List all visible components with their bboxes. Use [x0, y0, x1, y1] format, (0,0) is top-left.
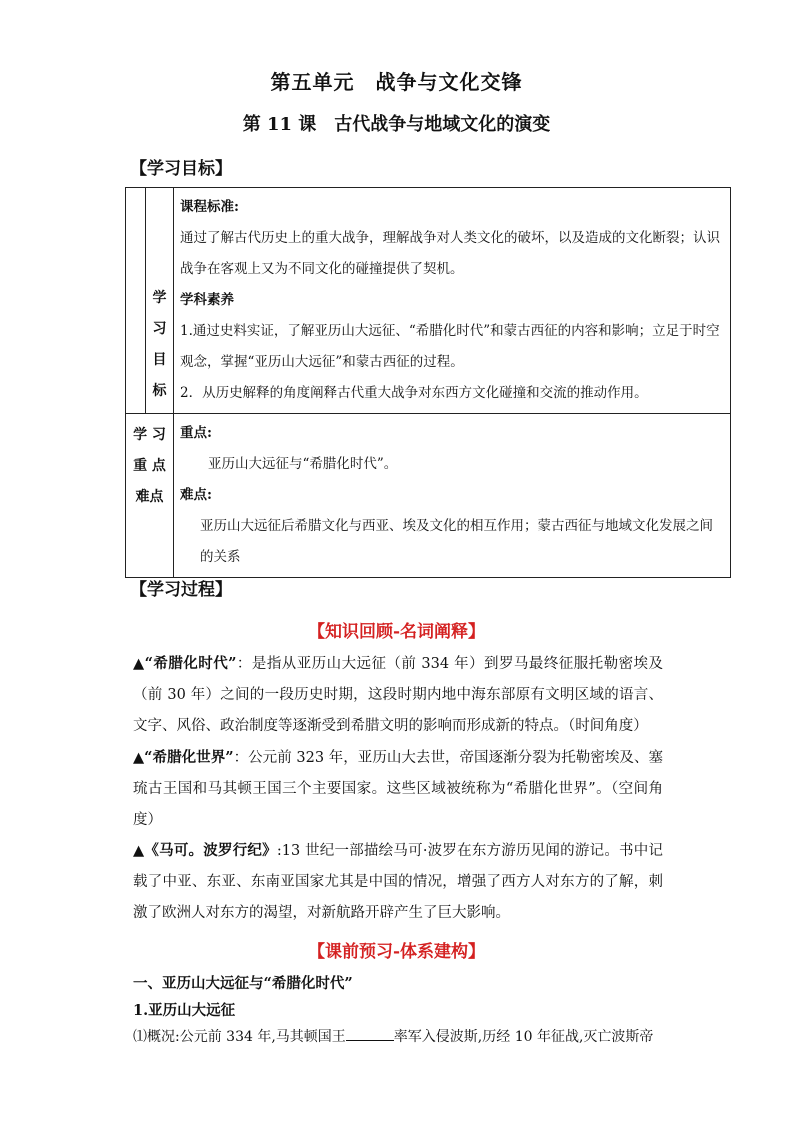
term-hellenistic-world: ▲“希腊化世界” [133, 749, 234, 766]
goals-row-label: 学 习 目标 [146, 188, 174, 414]
focus-row [126, 414, 731, 578]
text-hellenistic-age: ：是指从亚历山大远征（前 334 年）到罗马最终征服托勒密埃及（前 30 年）之间的一段历史时期，这段时期内地中海东部原有文明区域的语言、文字、风俗、政治制度等逐渐受到希腊文明的影响而形成新的特点。（时间角度） [133, 656, 663, 734]
goals-content-cell [174, 188, 731, 414]
fill-in-line-1 [133, 1026, 673, 1046]
blank-cell [126, 188, 146, 414]
difficulty-label: 难点: [180, 487, 212, 503]
focus-row-label: 学 习 重 点 难点 [126, 414, 174, 578]
part1-title: 一、亚历山大远征与“希腊化时代” [133, 975, 353, 992]
focus-content-cell [174, 414, 731, 578]
goals-table [125, 187, 731, 578]
curriculum-label: 课程标准: [180, 199, 239, 215]
line1-after: 率军入侵波斯,历经 10 年征战,灭亡波斯帝 [393, 1029, 654, 1045]
literacy-item-1: 1.通过史料实证，了解亚历山大远征、“希腊化时代”和蒙古西征的内容和影响；立足于时空观念，掌握“亚历山大远征”和蒙古西征的过程。 [180, 323, 720, 370]
text-marco-polo: :13 世纪一部描绘马可·波罗在东方游历见闻的游记。书中记载了中亚、东亚、东南亚国家尤其是中国的情况，增强了西方人对东方的了解，刺激了欧洲人对东方的渴望，对新航路开辟产生了巨大影响。 [133, 843, 663, 921]
text-hellenistic-world: ：公元前 323 年，亚历山大去世，帝国逐渐分裂为托勒密埃及、塞琉古王国和马其顿王国三个主要国家。这些区域被统称为“希腊化世界”。（空间角度） [133, 750, 663, 828]
goals-heading: 【学习目标】 [130, 159, 232, 179]
review-item-hellenistic-world [133, 742, 663, 836]
goals-row [126, 188, 731, 414]
review-item-hellenistic-age [133, 648, 663, 742]
review-item-marco-polo [133, 835, 663, 929]
sub1-title: 1.亚历山大远征 [133, 1002, 236, 1019]
line1-before: ⑴概况:公元前 334 年,马其顿国王 [133, 1029, 346, 1045]
key-label: 重点: [180, 425, 212, 441]
preview-heading: 【课前预习-体系建构】 [307, 942, 486, 962]
review-heading: 【知识回顾-名词阐释】 [307, 622, 486, 642]
literacy-item-2: 2．从历史解释的角度阐释古代重大战争对东西方文化碰撞和交流的推动作用。 [180, 385, 648, 401]
term-hellenistic-age: ▲“希腊化时代” [133, 655, 237, 672]
unit-title: 第五单元 战争与文化交锋 [270, 70, 523, 94]
difficulty-text: 亚历山大远征后希腊文化与西亚、埃及文化的相互作用；蒙古西征与地域文化发展之间的关系 [200, 518, 713, 565]
answer-blank[interactable] [346, 1026, 394, 1041]
lesson-title: 第 11 课 古代战争与地域文化的演变 [242, 114, 551, 135]
literacy-label: 学科素养 [180, 292, 234, 308]
key-text: 亚历山大远征与“希腊化时代”。 [208, 456, 398, 472]
term-marco-polo: ▲《马可。波罗行纪》 [133, 842, 277, 859]
curriculum-text: 通过了解古代历史上的重大战争，理解战争对人类文化的破坏，以及造成的文化断裂；认识战争在客观上又为不同文化的碰撞提供了契机。 [180, 230, 720, 277]
process-heading: 【学习过程】 [130, 580, 232, 600]
